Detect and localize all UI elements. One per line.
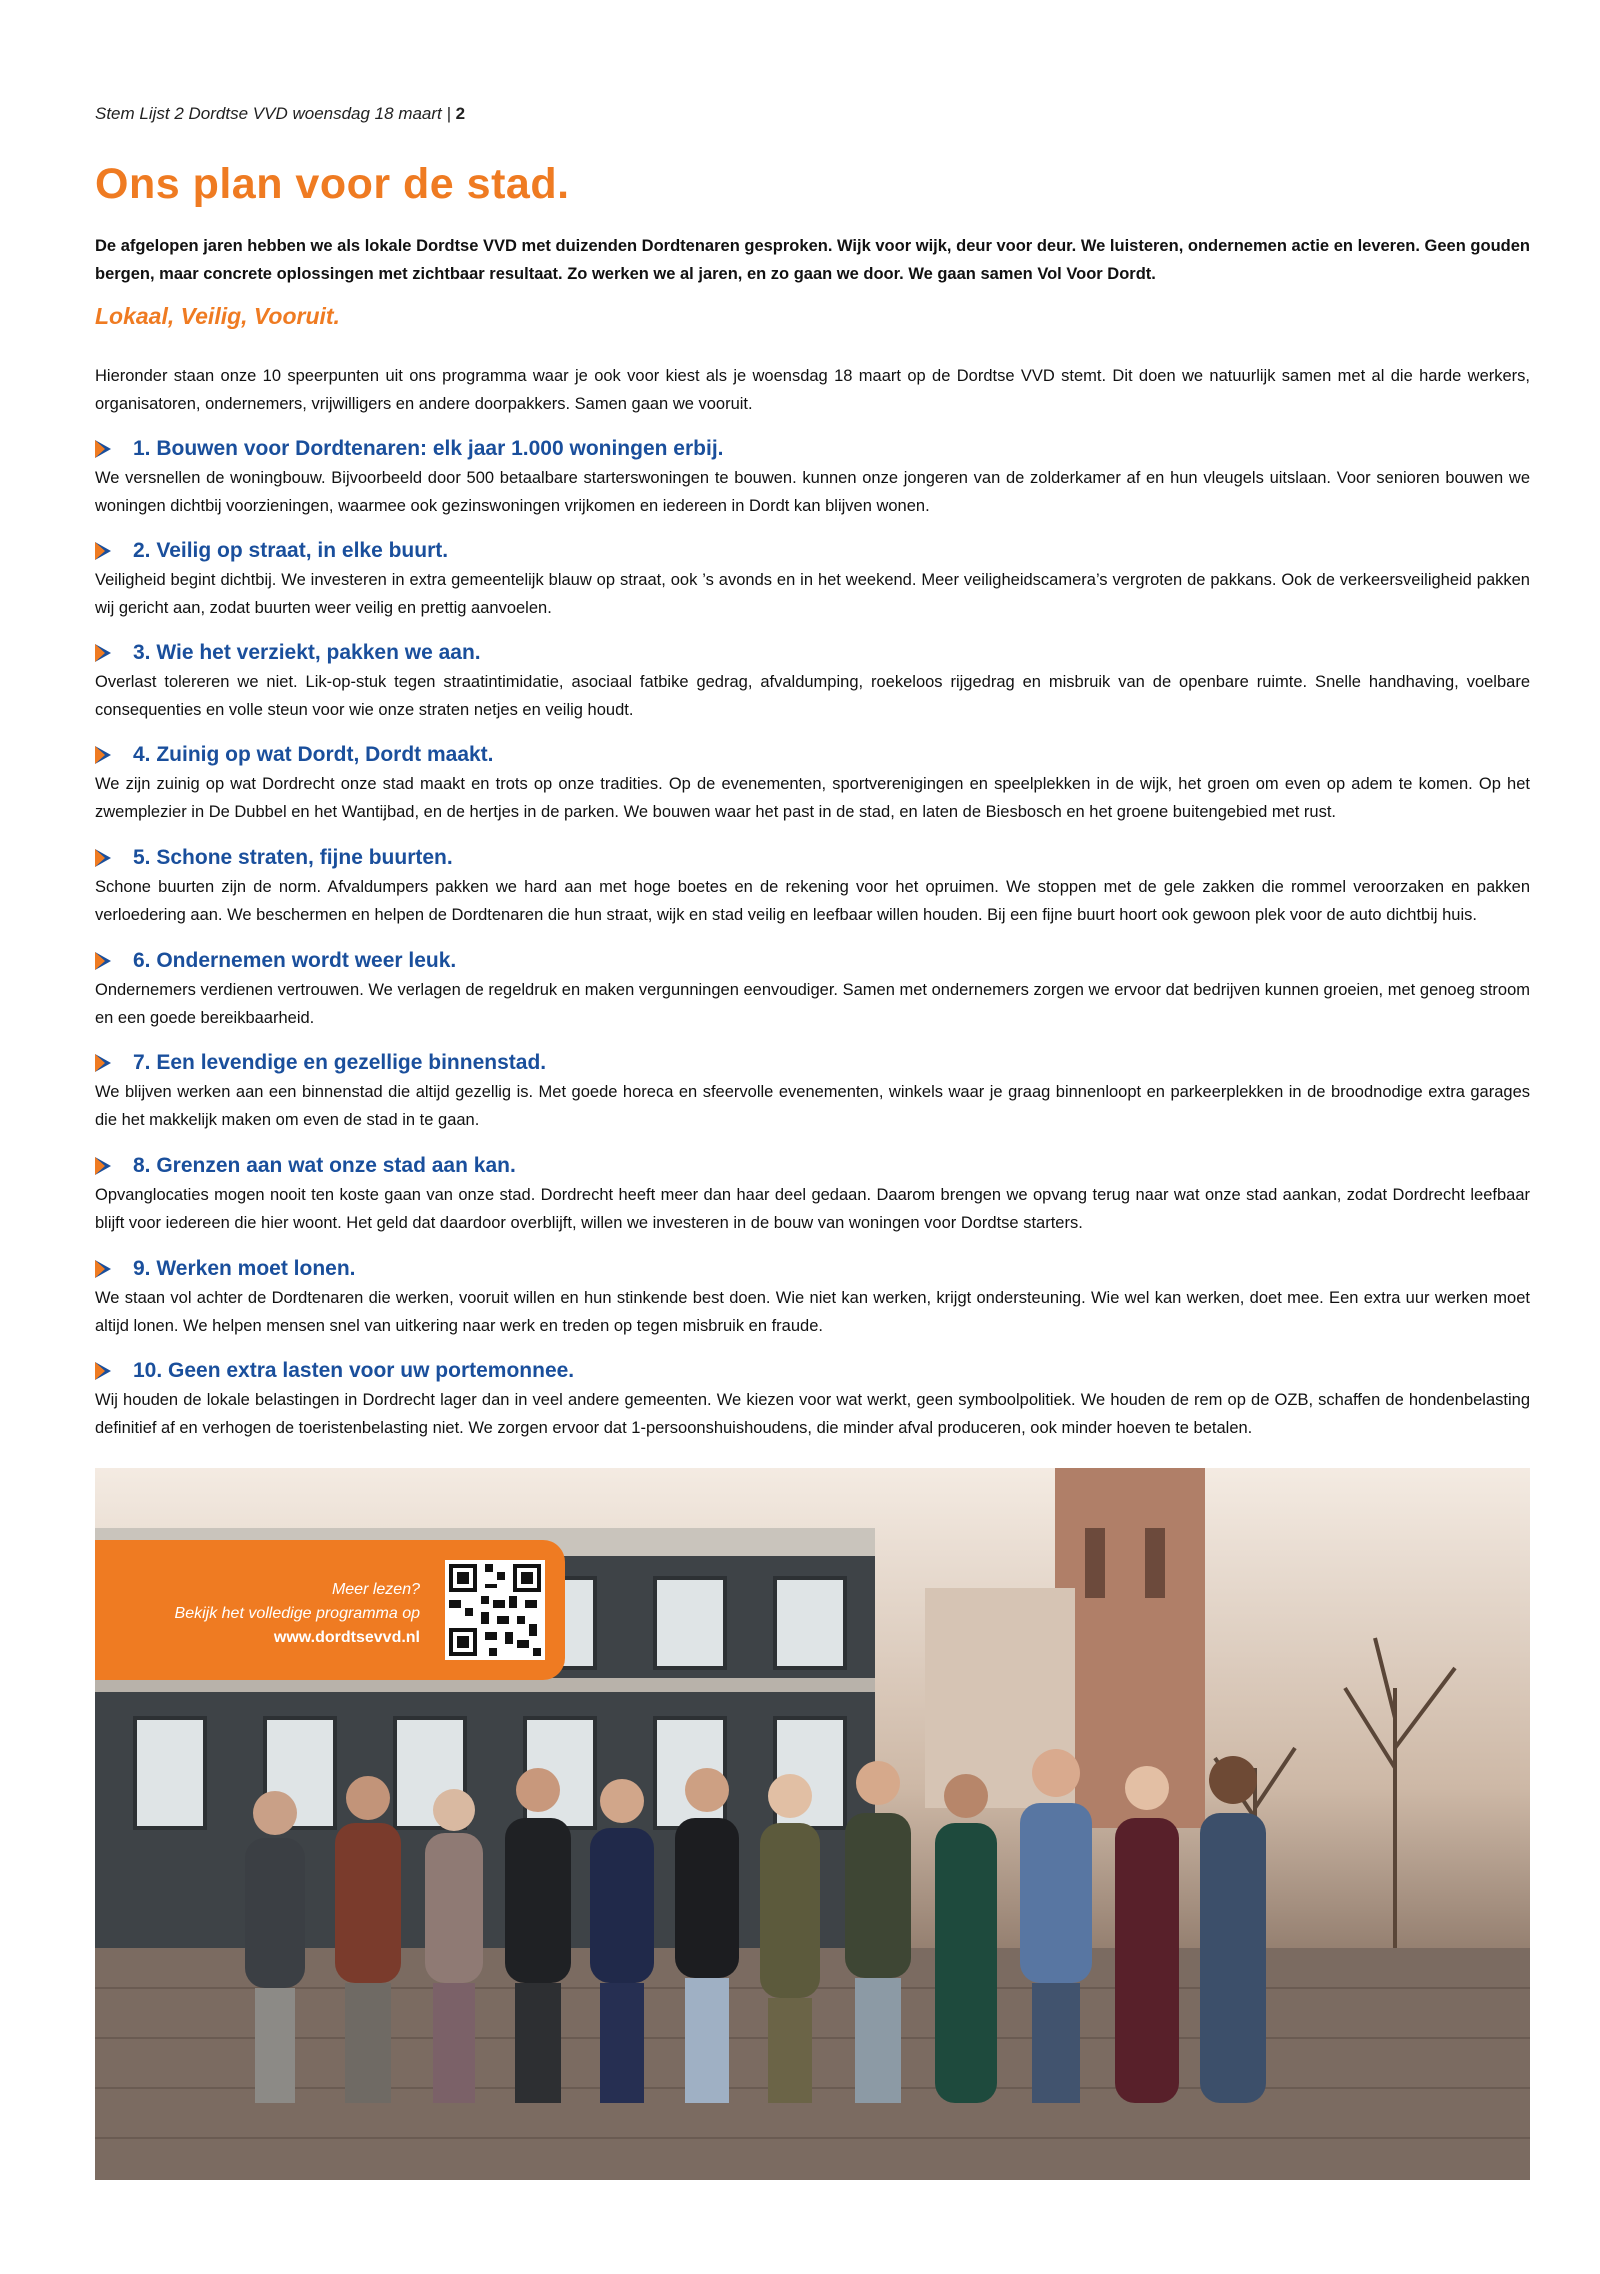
cta-box [95, 1540, 565, 1680]
point-title: 4. Zuinig op wat Dordt, Dordt maakt. [133, 743, 494, 766]
arrow-bullet-icon [95, 746, 111, 764]
point-4 [95, 740, 1530, 826]
arrow-bullet-icon [95, 1362, 111, 1380]
point-9 [95, 1254, 1530, 1340]
cta-line-2: Bekijk het volledige programma op [174, 1605, 420, 1622]
qr-code-icon[interactable] [445, 1560, 545, 1660]
point-2 [95, 536, 1530, 622]
point-8 [95, 1151, 1530, 1237]
point-body: We blijven werken aan een binnenstad die altijd gezellig is. Met goede horeca en sfeervolle evenementen, winkels waar je graag binnenloopt en parkeerplekken in de broodnodige extra garages die het makkelijk maken om even de stad in te gaan. [95, 1083, 1530, 1129]
point-title: 7. Een levendige en gezellige binnenstad. [133, 1051, 547, 1074]
page-number: 2 [455, 104, 466, 123]
arrow-bullet-icon [95, 1260, 111, 1278]
slogan: Lokaal, Veilig, Vooruit. [95, 303, 340, 329]
point-3 [95, 638, 1530, 724]
point-body: We zijn zuinig op wat Dordrecht onze stad maakt en trots op onze tradities. Op de evenementen, sportverenigingen en speelplekken in de wijk, het groen om even op adem te komen. Op het zwemplezier in De Dubbel en het Wantijbad, en de hertjes in de parken. We bouwen waar het past in de stad, en laten de Biesbosch en het groene buitengebied met rust. [95, 775, 1530, 821]
point-1 [95, 434, 1530, 520]
point-body: Ondernemers verdienen vertrouwen. We verlagen de regeldruk en maken vergunningen eenvoudiger. Samen met ondernemers zorgen we ervoor dat bedrijven kunnen groeien, met genoeg stroom en een goede bereikbaarheid. [95, 981, 1530, 1027]
point-body: Veiligheid begint dichtbij. We investeren in extra gemeentelijk blauw op straat, ook ’s avonds en in het weekend. Meer veiligheidscamera’s vergroten de pakkans. Ook de verkeersveiligheid pakken wij gericht aan, zodat buurten weer veilig en prettig aanvoelen. [95, 571, 1530, 617]
point-body: Overlast tolereren we niet. Lik-op-stuk tegen straatintimidatie, asociaal fatbike gedrag, afvaldumping, roekeloos rijgedrag en misbruik van de openbare ruimte. Snelle handhaving, voelbare consequenties en volle steun voor wie onze straten netjes en veilig houdt. [95, 673, 1530, 719]
arrow-bullet-icon [95, 1054, 111, 1072]
point-title: 6. Ondernemen wordt weer leuk. [133, 949, 457, 972]
arrow-bullet-icon [95, 440, 111, 458]
arrow-bullet-icon [95, 1157, 111, 1175]
intro-paragraph: De afgelopen jaren hebben we als lokale Dordtse VVD met duizenden Dordtenaren gesproken. Wijk voor wijk, deur voor deur. We luisteren, ondernemen actie en leveren. Geen gouden bergen, maar concrete oplossingen met zichtbaar resultaat. Zo werken we al jaren, en zo gaan we door. We gaan samen Vol Voor Dordt. [95, 237, 1530, 283]
header-text: Stem Lijst 2 Dordtse VVD woensdag 18 maart | [95, 104, 456, 123]
page-title: Ons plan voor de stad. [95, 160, 570, 208]
point-title: 1. Bouwen voor Dordtenaren: elk jaar 1.000 woningen erbij. [133, 437, 724, 460]
point-body: We staan vol achter de Dordtenaren die werken, vooruit willen en hun stinkende best doen. Wie niet kan werken, krijgt ondersteuning. Wie wel kan werken, doet mee. Een extra uur werken moet altijd lonen. We helpen mensen snel van uitkering naar werk en treden op tegen misbruik en fraude. [95, 1289, 1530, 1335]
cta-text [175, 1578, 420, 1650]
point-title: 10. Geen extra lasten voor uw portemonnee. [133, 1359, 575, 1382]
point-title: 3. Wie het verziekt, pakken we aan. [133, 641, 481, 664]
cta-url[interactable]: www.dordtsevvd.nl [273, 1629, 420, 1646]
point-body: Schone buurten zijn de norm. Afvaldumpers pakken we hard aan met hoge boetes en de rekening voor het opruimen. We stoppen met de gele zakken die rommel veroorzaken en pakken verloedering aan. We beschermen en helpen de Dordtenaren die hun straat, wijk en stad veilig en leefbaar willen houden. Bij een fijne buurt hoort ook gewoon plek voor de auto dichtbij huis. [95, 878, 1530, 924]
lead-paragraph: Hieronder staan onze 10 speerpunten uit ons programma waar je ook voor kiest als je woensdag 18 maart op de Dordtse VVD stemt. Dit doen we natuurlijk samen met al die harde werkers, organisatoren, ondernemers, vrijwilligers en andere doorpakkers. Samen gaan we vooruit. [95, 367, 1530, 413]
point-5 [95, 843, 1530, 929]
arrow-bullet-icon [95, 849, 111, 867]
point-10 [95, 1356, 1530, 1442]
cta-line-1: Meer lezen? [331, 1581, 420, 1598]
point-body: Opvanglocaties mogen nooit ten koste gaan van onze stad. Dordrecht heeft meer dan haar deel gedaan. Daarom brengen we opvang terug naar wat onze stad aankan, zodat Dordrecht leefbaar blijft voor iedereen die hier woont. Het geld dat daardoor overblijft, willen we investeren in de bouw van woningen voor Dordtse starters. [95, 1186, 1530, 1232]
point-title: 8. Grenzen aan wat onze stad aan kan. [133, 1154, 516, 1177]
arrow-bullet-icon [95, 952, 111, 970]
point-body: We versnellen de woningbouw. Bijvoorbeeld door 500 betaalbare starterswoningen te bouwen. kunnen onze jongeren van de zolderkamer af en hun vleugels uitslaan. Voor senioren bouwen we woningen dichtbij voorzieningen, waarmee ook gezinswoningen vrijkomen en iedereen in Dordt kan blijven wonen. [95, 469, 1530, 515]
point-body: Wij houden de lokale belastingen in Dordrecht lager dan in veel andere gemeenten. We kiezen voor wat werkt, geen symboolpolitiek. We houden de rem op de OZB, schaffen de hondenbelasting definitief af en verhogen de toeristenbelasting niet. We zorgen ervoor dat 1-persoonshuishoudens, die minder afval produceren, ook minder hoeven te betalen. [95, 1391, 1530, 1437]
point-title: 9. Werken moet lonen. [133, 1257, 356, 1280]
team-photo [95, 1468, 1530, 2180]
arrow-bullet-icon [95, 542, 111, 560]
point-7 [95, 1048, 1530, 1134]
arrow-bullet-icon [95, 644, 111, 662]
point-title: 5. Schone straten, fijne buurten. [133, 846, 453, 869]
point-title: 2. Veilig op straat, in elke buurt. [133, 539, 449, 562]
point-6 [95, 946, 1530, 1032]
page-header [95, 104, 465, 124]
